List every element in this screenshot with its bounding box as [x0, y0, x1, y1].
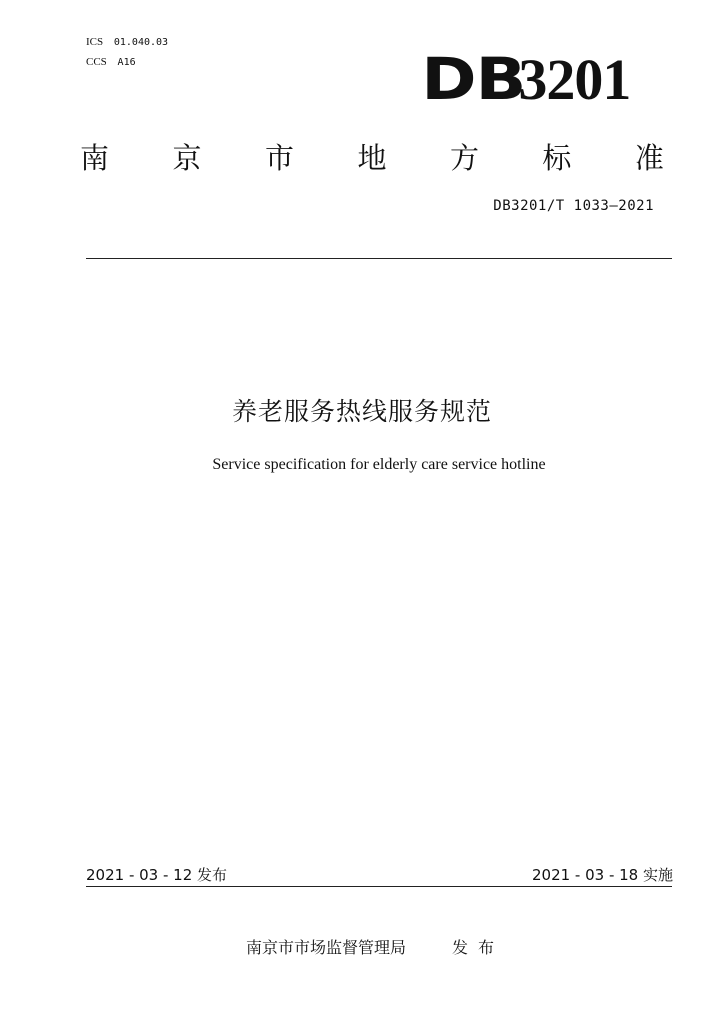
class-char: 京: [172, 141, 202, 175]
publish-label: 发布: [452, 938, 505, 957]
ccs-label: CCS: [86, 56, 107, 68]
ics-code: [86, 36, 168, 48]
standard-number: DB3201/T 1033—2021: [493, 198, 654, 214]
class-char: 地: [357, 141, 387, 175]
document-title-english: Service specification for elderly care service hotline: [212, 456, 546, 473]
issue-date: 2021 - 03 - 12 发布: [86, 866, 228, 884]
implementation-date: 2021 - 03 - 18 实施: [531, 866, 673, 884]
ccs-value: A16: [117, 57, 136, 68]
logo-prefix: DB: [421, 45, 526, 113]
class-char: 市: [264, 141, 294, 175]
standard-logo: [421, 44, 631, 115]
ics-value: 01.040.03: [113, 37, 169, 48]
top-divider: [86, 258, 672, 259]
watermark: [156, 588, 552, 867]
class-char: 方: [449, 141, 479, 175]
standard-classification: [80, 138, 664, 178]
logo-number: 3201: [518, 47, 631, 112]
class-char: 准: [634, 141, 664, 175]
document-title-chinese: 养老服务热线服务规范: [231, 397, 492, 426]
publisher-name: 南京市市场监督管理局: [246, 938, 407, 957]
ccs-code: [86, 56, 136, 68]
bottom-divider: [86, 886, 672, 887]
class-char: 南: [80, 141, 110, 175]
class-char: 标: [542, 141, 572, 175]
ics-label: ICS: [86, 36, 104, 48]
